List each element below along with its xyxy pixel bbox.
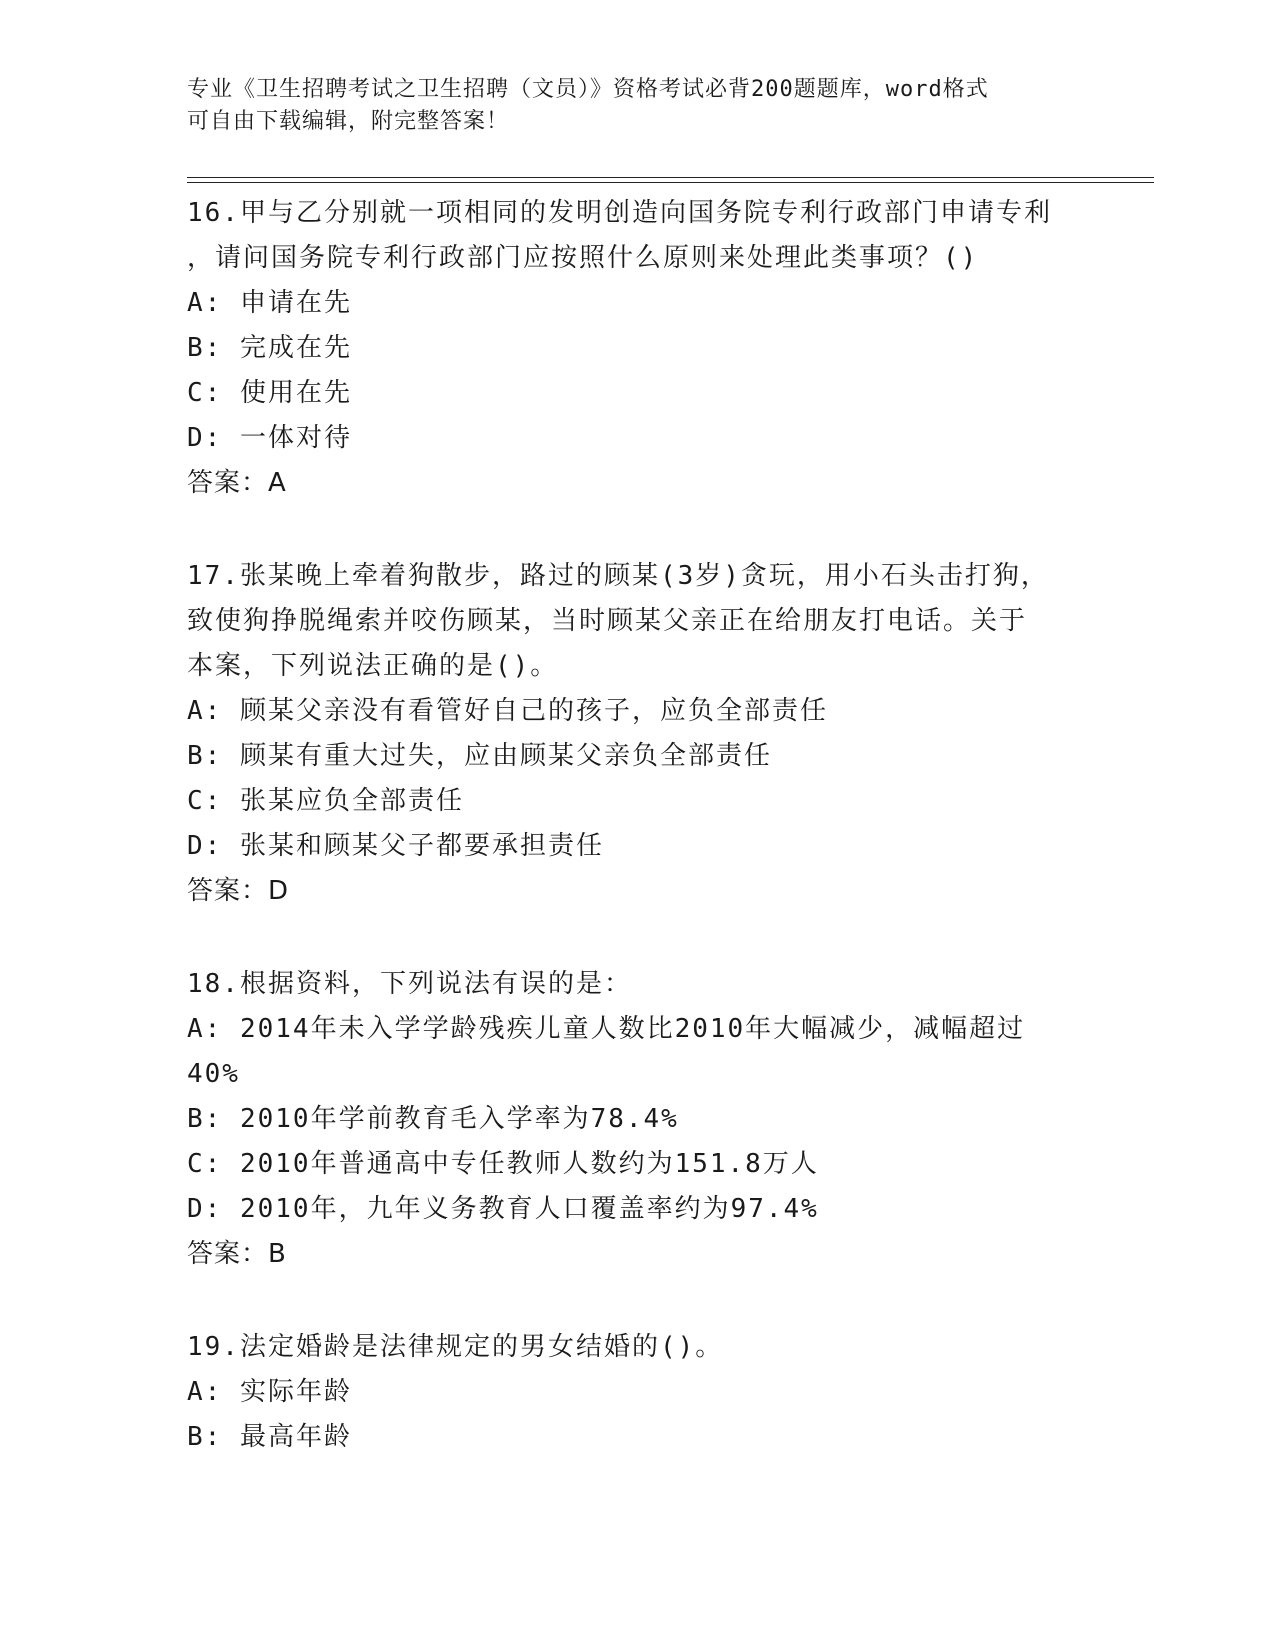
question-18 [187,962,1087,1277]
option-b: B: 顾某有重大过失，应由顾某父亲负全部责任 [187,741,772,771]
option-c: C: 使用在先 [187,378,352,408]
answer-label: 答案：B [187,1239,287,1269]
question-text-line: 本案，下列说法正确的是()。 [187,651,559,681]
question-17 [187,554,1087,914]
question-spacer [187,1277,1087,1325]
question-text-line: 16.甲与乙分别就一项相同的发明创造向国务院专利行政部门申请专利 [187,198,1052,228]
option-c: C: 2010年普通高中专任教师人数约为151.8万人 [187,1149,819,1179]
option-a: A: 实际年龄 [187,1377,352,1407]
option-a-continued: 40% [187,1059,240,1089]
answer-label: 答案：A [187,468,287,498]
question-text-line: 致使狗挣脱绳索并咬伤顾某，当时顾某父亲正在给朋友打电话。关于 [187,606,1028,636]
option-b: B: 完成在先 [187,333,352,363]
option-d: D: 2010年，九年义务教育人口覆盖率约为97.4% [187,1194,819,1224]
header-divider-top [187,177,1154,178]
header-divider-bottom [187,182,1154,183]
header-line-1: 专业《卫生招聘考试之卫生招聘（文员）》资格考试必背200题题库，word格式 [187,77,989,102]
question-16 [187,191,1087,506]
option-b: B: 最高年龄 [187,1422,352,1452]
question-spacer [187,506,1087,554]
option-a: A: 申请在先 [187,288,352,318]
option-d: D: 张某和顾某父子都要承担责任 [187,831,604,861]
question-text-line: 18.根据资料，下列说法有误的是： [187,969,632,999]
option-d: D: 一体对待 [187,423,352,453]
option-b: B: 2010年学前教育毛入学率为78.4% [187,1104,679,1134]
header-line-2: 可自由下载编辑，附完整答案！ [187,109,510,134]
option-c: C: 张某应负全部责任 [187,786,464,816]
question-text-line: 17.张某晚上牵着狗散步，路过的顾某(3岁)贪玩，用小石头击打狗， [187,561,1049,591]
document-header [187,74,1087,138]
question-19 [187,1325,1087,1460]
question-spacer [187,914,1087,962]
option-a: A: 顾某父亲没有看管好自己的孩子，应负全部责任 [187,696,828,726]
answer-label: 答案：D [187,876,290,906]
question-list [187,191,1087,1460]
question-text-line: 19.法定婚龄是法律规定的男女结婚的()。 [187,1332,724,1362]
option-a: A: 2014年未入学学龄残疾儿童人数比2010年大幅减少，减幅超过 [187,1014,1026,1044]
question-text-line: ，请问国务院专利行政部门应按照什么原则来处理此类事项？() [187,243,979,273]
